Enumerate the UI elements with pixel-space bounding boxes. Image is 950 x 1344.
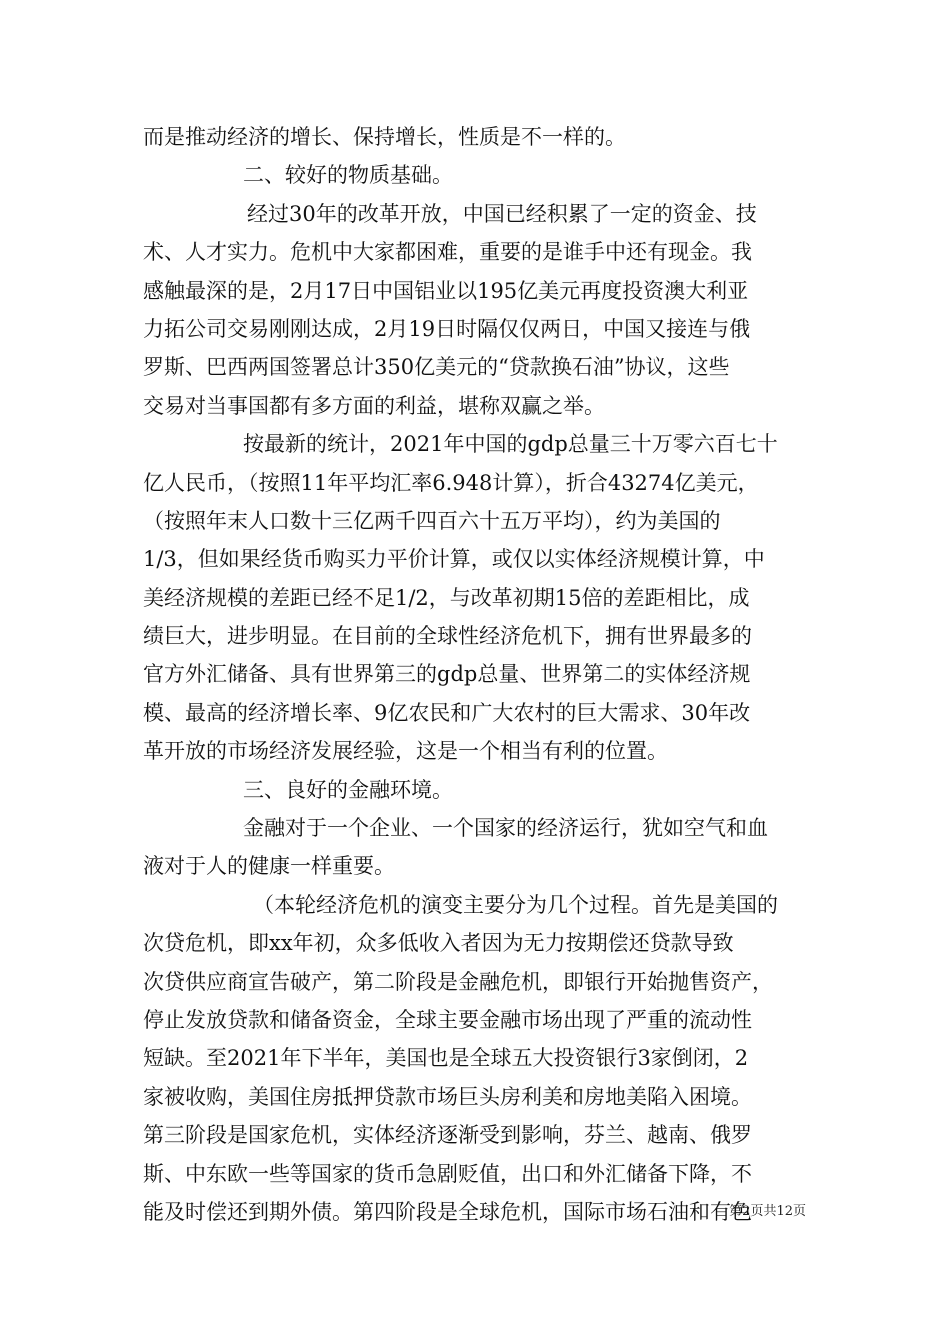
text-line: 次贷供应商宣告破产，第二阶段是金融危机，即银行开始抛售资产，	[143, 969, 773, 994]
text-line: 官方外汇储备、具有世界第三的gdp总量、世界第二的实体经济规	[143, 662, 751, 687]
text-line: 交易对当事国都有多方面的利益，堪称双赢之举。	[143, 393, 605, 418]
text-line: 感触最深的是，2月17日中国铝业以195亿美元再度投资澳大利亚	[143, 278, 749, 303]
text-line: 亿人民币，（按照11年平均汇率6.948计算），折合43274亿美元，	[143, 470, 759, 495]
text-line: 1/3，但如果经货币购买力平价计算，或仅以实体经济规模计算，中	[143, 547, 765, 572]
text-line: 模、最高的经济增长率、9亿农民和广大农村的巨大需求、30年改	[143, 700, 751, 725]
text-line: 金融对于一个企业、一个国家的经济运行，犹如空气和血	[243, 816, 768, 841]
text-line: 而是推动经济的增长、保持增长，性质是不一样的。	[143, 125, 626, 149]
text-line: （本轮经济危机的演变主要分为几个过程。首先是美国的	[253, 892, 778, 917]
section-heading: 三、良好的金融环境。	[243, 777, 453, 802]
document-body	[143, 118, 807, 1231]
text-line: 绩巨大，进步明显。在目前的全球性经济危机下，拥有世界最多的	[143, 624, 752, 649]
text-line: 按最新的统计，2021年中国的gdp总量三十万零六百七十	[243, 432, 778, 457]
text-line: 液对于人的健康一样重要。	[143, 854, 395, 879]
text-line: 罗斯、巴西两国签署总计350亿美元的“贷款换石油”协议，这些	[143, 355, 730, 380]
text-line: 经过30年的改革开放，中国已经积累了一定的资金、技	[247, 201, 757, 226]
text-line: 术、人才实力。危机中大家都困难，重要的是谁手中还有现金。我	[143, 240, 752, 265]
text-line: 美经济规模的差距已经不足1/2，与改革初期15倍的差距相比，成	[143, 585, 750, 610]
text-line: （按照年末人口数十三亿两千四百六十五万平均），约为美国的	[143, 508, 721, 533]
text-line: 革开放的市场经济发展经验，这是一个相当有利的位置。	[143, 739, 668, 764]
text-line: 短缺。至2021年下半年，美国也是全球五大投资银行3家倒闭，2	[143, 1046, 749, 1071]
text-line: 家被收购，美国住房抵押贷款市场巨头房利美和房地美陷入困境。	[143, 1084, 752, 1109]
text-line: 次贷危机，即xx年初，众多低收入者因为无力按期偿还贷款导致	[143, 931, 734, 956]
page-number: 第2页共12页	[729, 1204, 806, 1219]
text-line: 斯、中东欧一些等国家的货币急剧贬值，出口和外汇储备下降，不	[143, 1161, 752, 1186]
section-heading: 二、较好的物质基础。	[243, 163, 453, 188]
text-line: 第三阶段是国家危机，实体经济逐渐受到影响，芬兰、越南、俄罗	[143, 1123, 752, 1148]
text-line: 能及时偿还到期外债。第四阶段是全球危机，国际市场石油和有色	[143, 1199, 752, 1224]
text-line: 停止发放贷款和储备资金，全球主要金融市场出现了严重的流动性	[143, 1007, 752, 1032]
text-line: 力拓公司交易刚刚达成，2月19日时隔仅仅两日，中国又接连与俄	[143, 316, 751, 341]
